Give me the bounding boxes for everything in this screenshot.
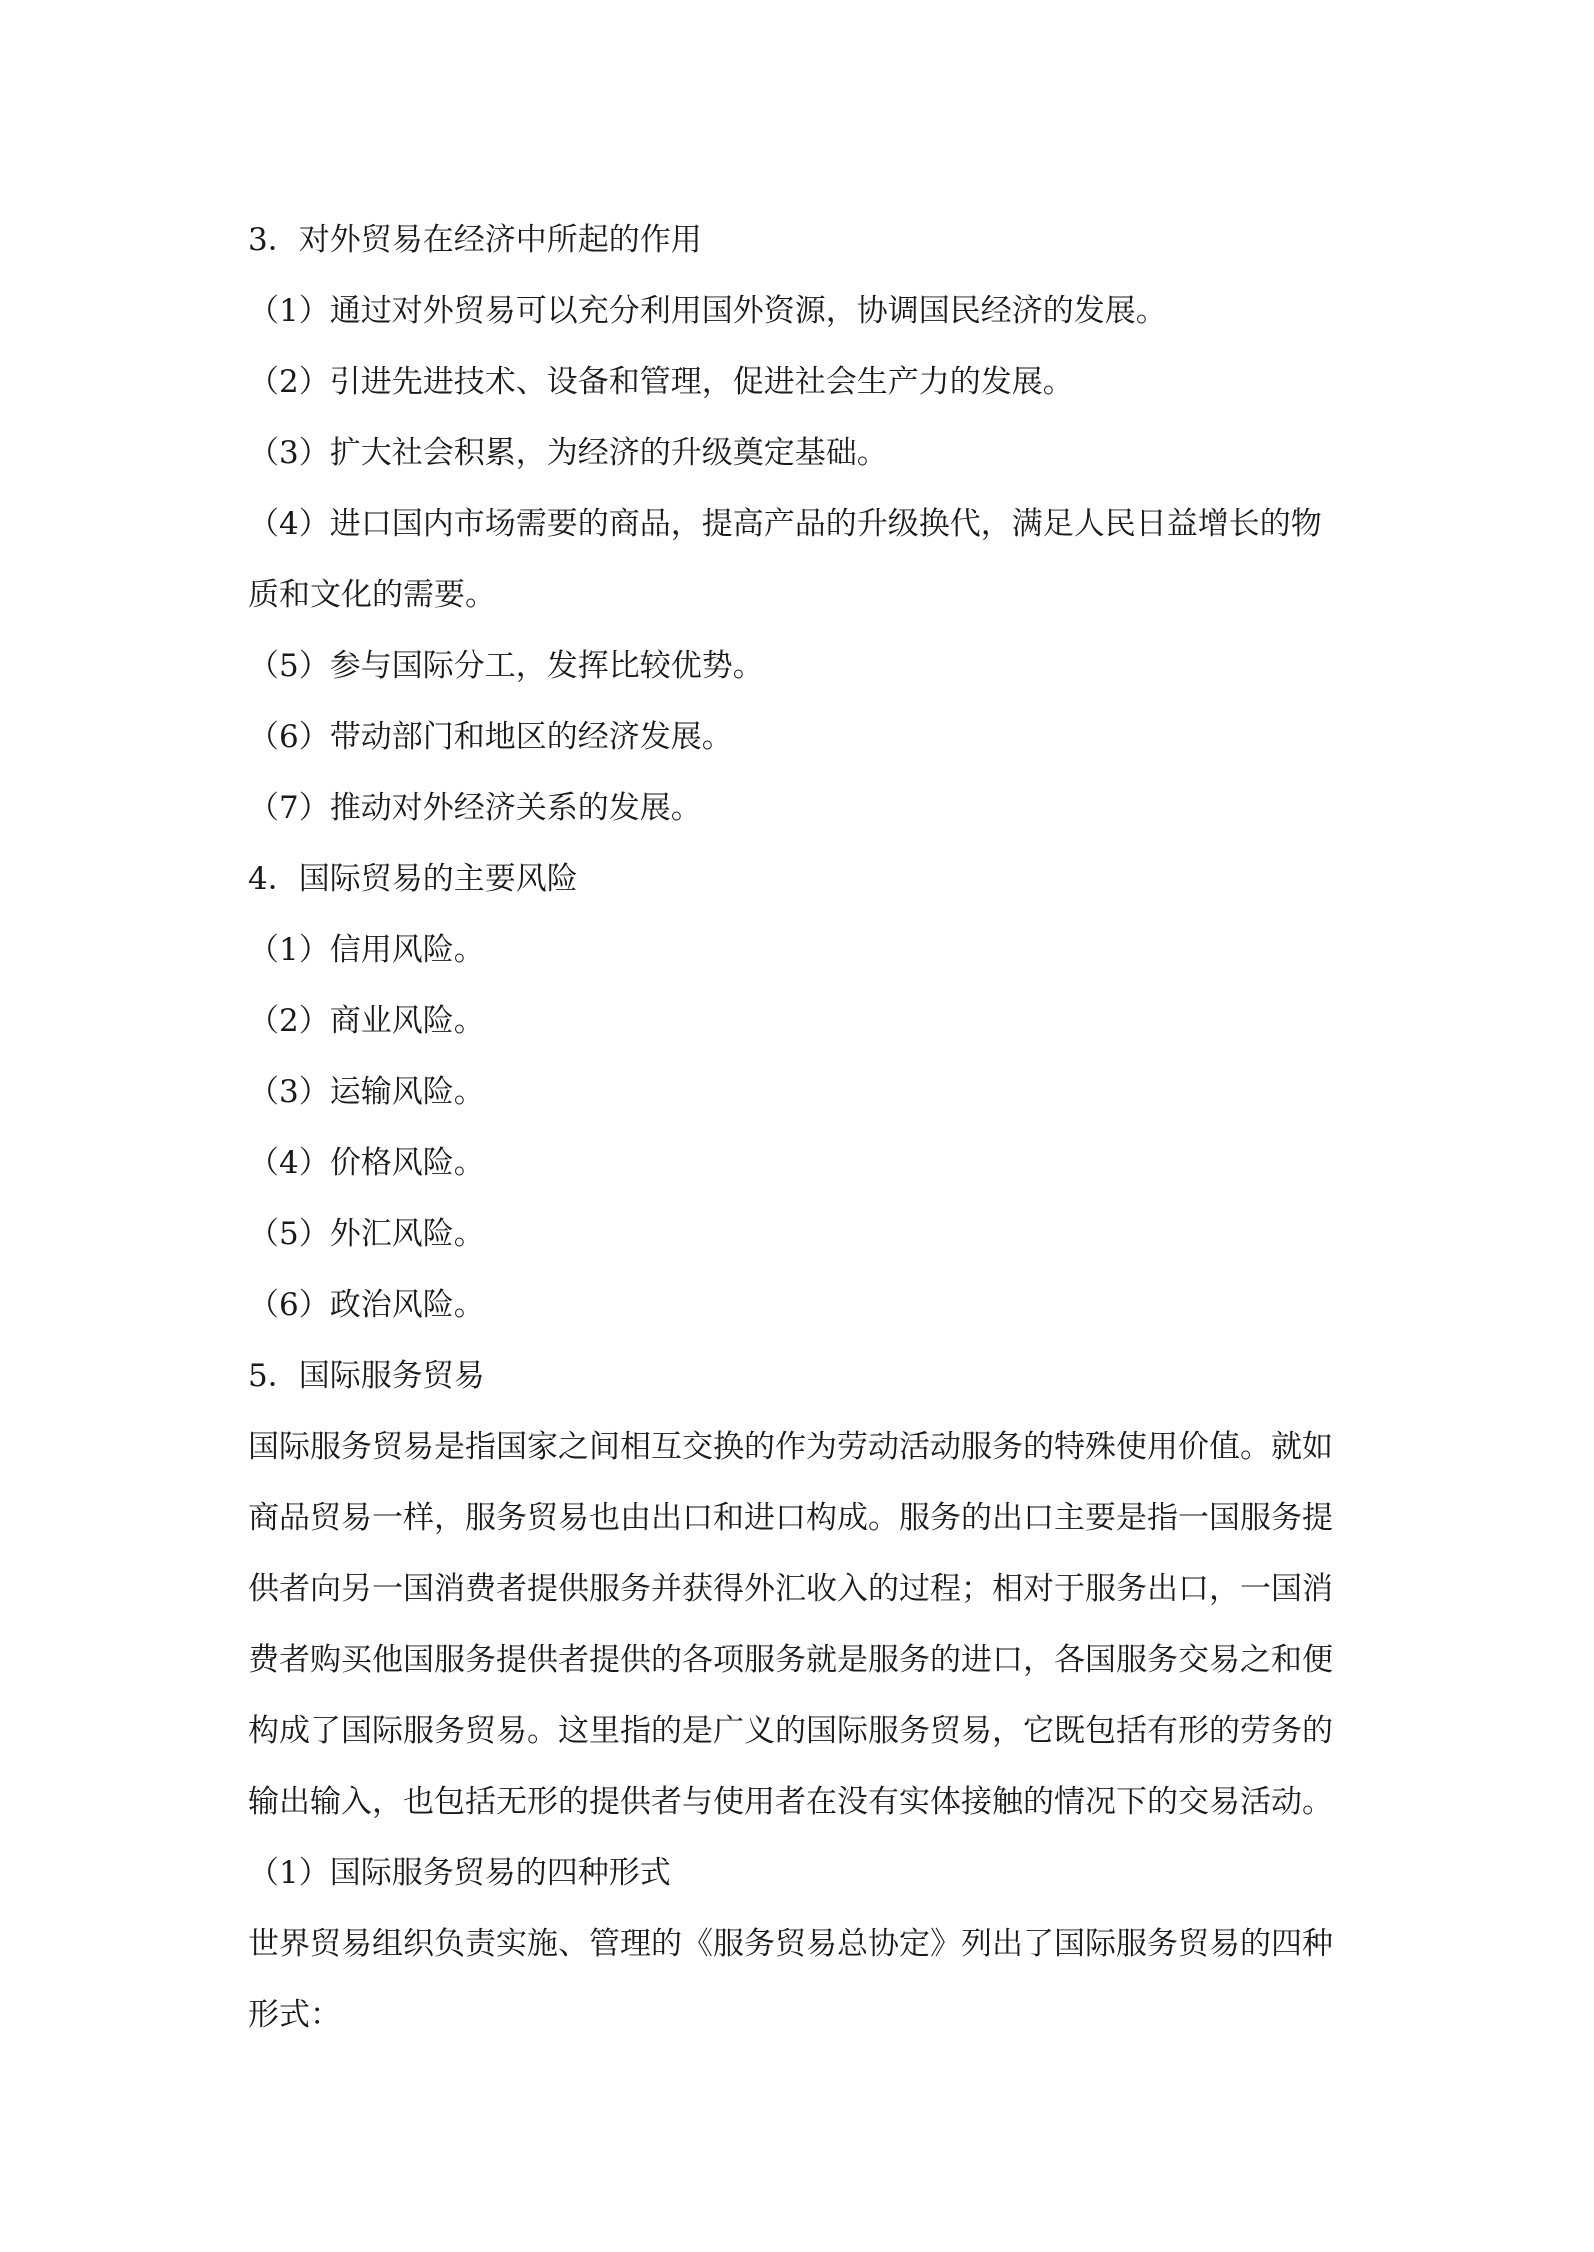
section-5-heading: 5．国际服务贸易 <box>248 1358 485 1394</box>
section-5-closing-line-2: 形式： <box>248 1997 341 2033</box>
section-5-paragraph-line-2: 商品贸易一样，服务贸易也由出口和进口构成。服务的出口主要是指一国服务提 <box>248 1500 1333 1536</box>
section-4-item-4: （4）价格风险。 <box>248 1145 485 1181</box>
section-3-item-7: （7）推动对外经济关系的发展。 <box>248 790 702 826</box>
section-5-paragraph-line-6: 输出输入，也包括无形的提供者与使用者在没有实体接触的情况下的交易活动。 <box>248 1784 1333 1820</box>
section-4-item-3: （3）运输风险。 <box>248 1074 485 1110</box>
section-5-paragraph-line-5: 构成了国际服务贸易。这里指的是广义的国际服务贸易，它既包括有形的劳务的 <box>248 1713 1333 1749</box>
section-3-heading: 3．对外贸易在经济中所起的作用 <box>248 222 702 258</box>
section-4-item-1: （1）信用风险。 <box>248 932 485 968</box>
section-3-item-4: （4）进口国内市场需要的商品，提高产品的升级换代，满足人民日益增长的物 <box>248 506 1322 542</box>
section-5-paragraph-line-3: 供者向另一国消费者提供服务并获得外汇收入的过程；相对于服务出口，一国消 <box>248 1571 1333 1607</box>
section-3-item-5: （5）参与国际分工，发挥比较优势。 <box>248 648 764 684</box>
section-5-paragraph-line-1: 国际服务贸易是指国家之间相互交换的作为劳动活动服务的特殊使用价值。就如 <box>248 1429 1333 1465</box>
section-3-item-2: （2）引进先进技术、设备和管理，促进社会生产力的发展。 <box>248 364 1074 400</box>
section-5-paragraph-line-4: 费者购买他国服务提供者提供的各项服务就是服务的进口，各国服务交易之和便 <box>248 1642 1333 1678</box>
section-4-heading: 4．国际贸易的主要风险 <box>248 861 578 897</box>
section-4-item-2: （2）商业风险。 <box>248 1003 485 1039</box>
section-3-item-4-continued: 质和文化的需要。 <box>248 577 496 613</box>
section-3-item-3: （3）扩大社会积累，为经济的升级奠定基础。 <box>248 435 888 471</box>
section-5-closing-line-1: 世界贸易组织负责实施、管理的《服务贸易总协定》列出了国际服务贸易的四种 <box>248 1926 1333 1962</box>
section-4-item-5: （5）外汇风险。 <box>248 1216 485 1252</box>
section-3-item-6: （6）带动部门和地区的经济发展。 <box>248 719 733 755</box>
section-3-item-1: （1）通过对外贸易可以充分利用国外资源，协调国民经济的发展。 <box>248 293 1167 329</box>
document-body <box>248 205 1358 2051</box>
section-4-item-6: （6）政治风险。 <box>248 1287 485 1323</box>
section-5-subheading: （1）国际服务贸易的四种形式 <box>248 1855 671 1891</box>
